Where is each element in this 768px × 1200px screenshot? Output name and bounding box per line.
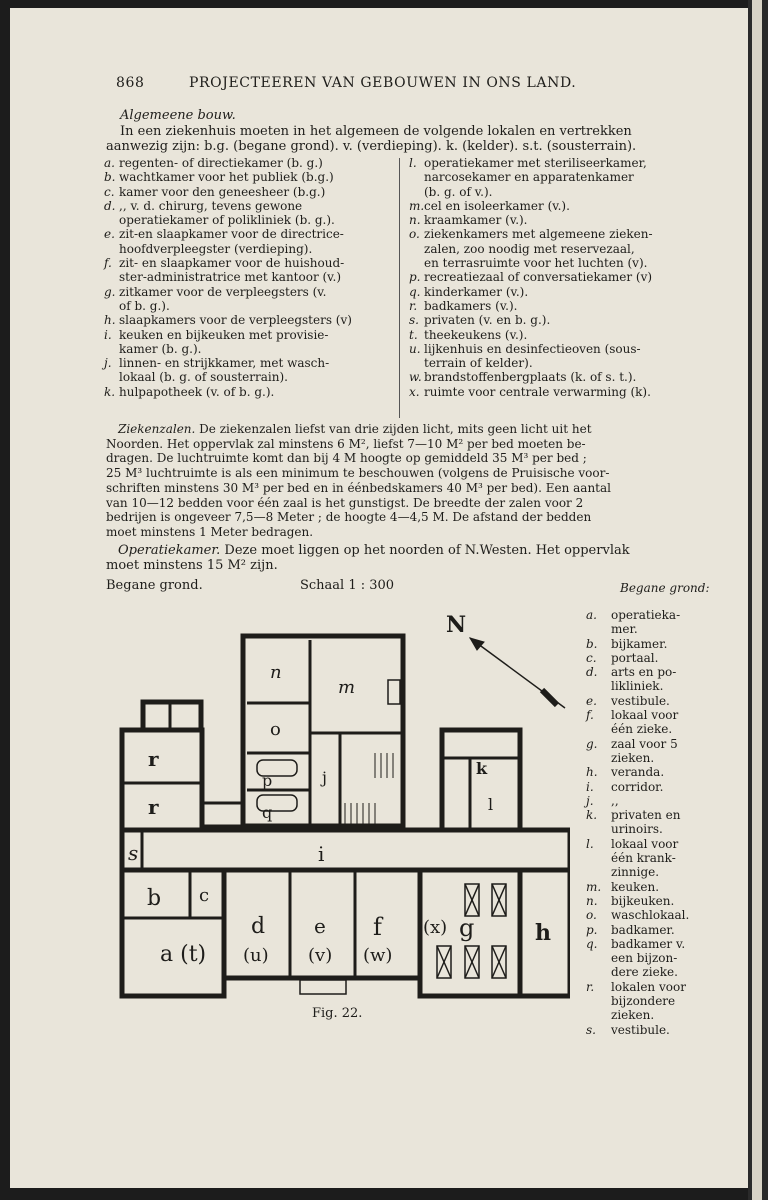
room-label-d: d xyxy=(251,914,266,939)
room-list-item xyxy=(409,227,653,241)
item-letter: k. xyxy=(586,808,598,823)
item-letter: l. xyxy=(409,156,417,170)
room-label-r: r xyxy=(148,795,159,819)
item-text-continued: zinnige. xyxy=(611,865,660,880)
item-text: lokalen voor xyxy=(611,979,686,994)
paragraph-line: moet minstens 1 Meter bedragen. xyxy=(106,524,314,539)
room-list-left xyxy=(104,156,352,399)
item-letter: p. xyxy=(586,922,598,937)
item-text-continued: bijzondere xyxy=(611,994,676,1009)
item-text-continued: kamer (b. g.). xyxy=(119,341,202,356)
room-label-p: p xyxy=(262,771,273,790)
figure-caption: Fig. 22. xyxy=(312,1006,363,1021)
section-heading: Algemeene bouw. xyxy=(120,108,236,123)
item-text: ziekenkamers met algemeene zieken- xyxy=(424,227,653,242)
item-text: regenten- of directiekamer (b. g.) xyxy=(119,156,323,170)
legend-list xyxy=(586,608,689,1037)
room-label-x: (x) xyxy=(423,917,448,938)
item-text-continued: zieken. xyxy=(611,1008,655,1023)
room-label-h: h xyxy=(535,920,551,946)
item-text: bijkeuken. xyxy=(611,893,675,908)
item-text-continued: mer. xyxy=(611,622,638,637)
item-letter: l. xyxy=(586,836,594,851)
room-label-m: m xyxy=(338,677,356,698)
item-letter: e. xyxy=(586,693,597,708)
room-label-o: o xyxy=(270,719,281,740)
item-text: linnen- en strijkkamer, met wasch- xyxy=(119,356,330,371)
room-list-item xyxy=(104,185,352,199)
item-text: kinderkamer (v.). xyxy=(424,284,529,299)
item-text: privaten en xyxy=(611,808,681,823)
item-letter: c. xyxy=(586,650,597,665)
room-list-item xyxy=(409,156,653,170)
item-text-continued: één krank- xyxy=(611,851,676,866)
paragraph-line: van 10—12 bedden voor één zaal is het gunstigst. De breedte der zalen voor 2 xyxy=(106,495,584,510)
room-list-item xyxy=(104,227,352,241)
item-letter: o. xyxy=(409,227,420,242)
room-list-item xyxy=(409,299,653,313)
room-list-item xyxy=(409,213,653,227)
item-text: recreatiezaal of conversatiekamer (v) xyxy=(424,270,653,285)
room-list-item xyxy=(104,199,352,213)
room-label-q: q xyxy=(262,803,273,822)
paragraph-line: schriften minstens 30 M³ per bed en in éénbedskamers 40 M³ per bed). Een aantal xyxy=(106,480,611,495)
room-label-c: c xyxy=(199,885,210,906)
paragraph-line: Noorden. Het oppervlak zal minstens 6 M², liefst 7—10 M² per bed moeten be- xyxy=(106,436,586,451)
item-letter: b. xyxy=(586,636,598,651)
item-text: zaal voor 5 xyxy=(611,736,678,751)
room-label-j: j xyxy=(322,768,327,787)
legend-item xyxy=(586,694,689,708)
item-letter: x. xyxy=(409,384,420,399)
item-letter: p. xyxy=(409,270,421,285)
room-label-v: (v) xyxy=(308,945,333,966)
item-letter: g. xyxy=(586,736,598,751)
room-label-e: e xyxy=(314,914,326,938)
room-label-b: b xyxy=(147,886,162,911)
column-divider xyxy=(399,158,400,418)
room-list-item xyxy=(104,156,352,170)
item-text-continued: één zieke. xyxy=(611,722,673,737)
item-text: theekeukens (v.). xyxy=(424,327,528,342)
item-text: ruimte voor centrale verwarming (k). xyxy=(424,384,651,399)
item-letter: q. xyxy=(409,284,421,299)
item-letter: j. xyxy=(586,793,594,808)
item-letter: n. xyxy=(586,893,598,908)
room-list-item xyxy=(409,328,653,342)
item-text: zit- en slaapkamer voor de huishoud- xyxy=(119,256,345,271)
item-letter: f. xyxy=(104,256,112,271)
operatiekamer-term: Operatiekamer. xyxy=(118,543,221,558)
item-letter: w. xyxy=(409,370,422,385)
legend-item xyxy=(586,937,689,951)
north-arrow-head xyxy=(470,638,484,650)
legend-item xyxy=(586,708,689,722)
item-letter: b. xyxy=(104,170,116,185)
item-text: cel en isoleerkamer (v.). xyxy=(424,198,570,213)
item-text-continued: zalen, zoo noodig met reservezaal, xyxy=(424,241,635,256)
room-label-a: a (t) xyxy=(160,942,207,967)
item-letter: m. xyxy=(409,198,425,213)
item-letter: h. xyxy=(104,313,116,328)
room-list-item xyxy=(409,199,653,213)
item-letter: q. xyxy=(586,936,598,951)
entrance-steps xyxy=(300,980,346,994)
item-text: keuken en bijkeuken met provisie- xyxy=(119,327,329,342)
legend-title: Begane grond: xyxy=(620,581,710,595)
legend-item xyxy=(586,765,689,779)
item-text-continued: dere zieke. xyxy=(611,965,678,980)
legend-item xyxy=(586,651,689,665)
north-arrow-feather xyxy=(542,690,557,705)
item-letter: i. xyxy=(586,779,594,794)
legend-item xyxy=(586,780,689,794)
paragraph-line: dragen. De luchtruimte komt dan bij 4 M hoogte op gemiddeld 35 M³ per bed ; xyxy=(106,451,587,466)
item-text-continued: lokaal (b. g. of sousterrain). xyxy=(119,370,288,385)
item-text-continued: of b. g.). xyxy=(119,298,170,313)
item-text: waschlokaal. xyxy=(611,908,690,923)
item-letter: d. xyxy=(586,665,598,680)
item-text: lokaal voor xyxy=(611,708,679,723)
room-label-r: r xyxy=(148,747,159,771)
room-list-item xyxy=(104,313,352,327)
item-text: kamer voor den geneesheer (b.g.) xyxy=(119,184,326,199)
paragraph-line: De ziekenzalen liefst van drie zijden licht, mits geen licht uit het xyxy=(199,422,592,436)
item-text: kraamkamer (v.). xyxy=(424,213,528,228)
item-letter: d. xyxy=(104,198,116,213)
item-letter: t. xyxy=(409,327,418,342)
room-label-w: (w) xyxy=(363,945,393,966)
room-list-item xyxy=(409,342,653,356)
item-text: badkamer. xyxy=(611,922,675,937)
room-list-item xyxy=(104,170,352,184)
item-text-continued: likliniek. xyxy=(611,679,664,694)
room-list-item xyxy=(409,370,653,384)
page-number: 868 xyxy=(116,75,145,91)
item-letter: m. xyxy=(586,879,602,894)
legend-item xyxy=(586,665,689,679)
room-label-n: n xyxy=(270,662,282,683)
paragraph-line: Deze moet liggen op het noorden of N.Westen. Het oppervlak xyxy=(224,543,630,558)
room-label-l: l xyxy=(488,795,494,814)
item-text: badkamer v. xyxy=(611,936,686,951)
item-letter: e. xyxy=(104,227,115,242)
floor-label: Begane grond. xyxy=(106,578,203,593)
item-text: badkamers (v.). xyxy=(424,298,518,313)
item-text: zit-en slaapkamer voor de directrice- xyxy=(119,227,344,242)
item-letter: s. xyxy=(409,313,419,328)
room-list-item xyxy=(409,270,653,284)
item-letter: f. xyxy=(586,708,594,723)
item-text: operatieka- xyxy=(611,608,681,622)
item-letter: g. xyxy=(104,284,116,299)
item-letter: r. xyxy=(586,979,595,994)
legend-item xyxy=(586,880,689,894)
item-letter: a. xyxy=(586,608,597,622)
room-list-item xyxy=(409,385,653,399)
item-text: wachtkamer voor het publiek (b.g.) xyxy=(119,170,334,185)
room-list-item xyxy=(104,356,352,370)
item-text: lokaal voor xyxy=(611,836,679,851)
north-label: N xyxy=(446,612,467,638)
item-text-continued: urinoirs. xyxy=(611,822,663,837)
item-letter: r. xyxy=(409,298,418,313)
item-text: slaapkamers voor de verpleegsters (v) xyxy=(119,313,352,328)
room-list-right xyxy=(409,156,653,399)
operatiekamer-paragraph xyxy=(106,543,630,573)
running-title: PROJECTEEREN VAN GEBOUWEN IN ONS LAND. xyxy=(189,75,577,91)
page-edge xyxy=(748,0,768,1200)
stove xyxy=(388,680,400,704)
stair-treads xyxy=(345,753,393,826)
room-list-item xyxy=(104,256,352,270)
item-letter: u. xyxy=(409,341,421,356)
item-letter: n. xyxy=(409,213,421,228)
item-text: ,, v. d. chirurg, tevens gewone xyxy=(119,198,303,213)
paragraph-line: 25 M³ luchtruimte is als een minimum te beschouwen (volgens de Pruisische voor- xyxy=(106,466,610,481)
room-label-k: k xyxy=(476,759,488,778)
item-text: portaal. xyxy=(611,650,659,665)
item-text-continued: narcosekamer en apparatenkamer xyxy=(424,170,634,185)
item-text: privaten (v. en b. g.). xyxy=(424,313,551,328)
room-list-item xyxy=(104,328,352,342)
scale-label: Schaal 1 : 300 xyxy=(300,578,395,593)
legend-item xyxy=(586,808,689,822)
item-text: ,, xyxy=(611,793,619,808)
legend-item xyxy=(586,1023,689,1037)
item-text: bijkamer. xyxy=(611,636,668,651)
room-label-g: g xyxy=(459,914,475,942)
item-text-continued: zieken. xyxy=(611,750,655,765)
legend-item xyxy=(586,794,689,808)
item-letter: o. xyxy=(586,908,597,923)
room-label-i: i xyxy=(318,842,325,866)
item-text: corridor. xyxy=(611,779,664,794)
item-text: arts en po- xyxy=(611,665,677,680)
legend-item xyxy=(586,894,689,908)
ziekenzalen-term: Ziekenzalen. xyxy=(118,422,196,436)
item-text-continued: en terrasruimte voor het luchten (v). xyxy=(424,256,648,271)
ziekenzalen-paragraph xyxy=(106,422,611,540)
item-letter: k. xyxy=(104,384,116,399)
legend-item xyxy=(586,837,689,851)
item-text: zitkamer voor de verpleegsters (v. xyxy=(119,284,327,299)
item-letter: j. xyxy=(104,356,112,371)
room-list-item xyxy=(104,285,352,299)
item-text: lijkenhuis en desinfectieoven (sous- xyxy=(424,341,641,356)
item-text: keuken. xyxy=(611,879,660,894)
item-text: operatiekamer met steriliseerkamer, xyxy=(424,156,647,170)
room-list-item xyxy=(409,285,653,299)
legend-item xyxy=(586,637,689,651)
item-letter: c. xyxy=(104,184,115,199)
item-text-continued: (b. g. of v.). xyxy=(424,184,493,199)
item-letter: a. xyxy=(104,156,115,170)
legend-item xyxy=(586,608,689,622)
item-letter: i. xyxy=(104,327,112,342)
room-list-item xyxy=(409,313,653,327)
room-list-item xyxy=(104,385,352,399)
book-page xyxy=(10,8,748,1188)
room-label-u: (u) xyxy=(243,945,269,966)
item-text: veranda. xyxy=(611,765,665,780)
item-text-continued: terrain of kelder). xyxy=(424,356,533,371)
item-text-continued: hoofdverpleegster (verdieping). xyxy=(119,241,313,256)
item-text-continued: een bijzon- xyxy=(611,951,678,966)
item-text: vestibule. xyxy=(611,693,670,708)
paragraph-line: bedrijen is ongeveer 7,5—8 Meter ; de hoogte 4—4,5 M. De afstand der bedden xyxy=(106,510,592,525)
item-letter: h. xyxy=(586,765,598,780)
legend-item xyxy=(586,980,689,994)
item-text-continued: operatiekamer of polikliniek (b. g.). xyxy=(119,213,335,228)
item-text-continued: ster-administratrice met kantoor (v.) xyxy=(119,270,342,285)
legend-item xyxy=(586,737,689,751)
intro-line: In een ziekenhuis moeten in het algemeen de volgende lokalen en vertrekken xyxy=(120,124,632,139)
item-text: brandstoffenbergplaats (k. of s. t.). xyxy=(424,370,637,385)
paragraph-line: moet minstens 15 M² zijn. xyxy=(106,558,278,573)
room-label-s: s xyxy=(128,841,139,865)
item-text: hulpapotheek (v. of b. g.). xyxy=(119,384,275,399)
room-label-f: f xyxy=(373,913,382,941)
floor-plan xyxy=(110,598,570,1038)
legend-item xyxy=(586,908,689,922)
legend-item xyxy=(586,923,689,937)
item-text: vestibule. xyxy=(611,1022,670,1037)
item-letter: s. xyxy=(586,1022,596,1037)
intro-line: aanwezig zijn: b.g. (begane grond). v. (verdieping). k. (kelder). s.t. (sousterrain). xyxy=(106,139,637,154)
